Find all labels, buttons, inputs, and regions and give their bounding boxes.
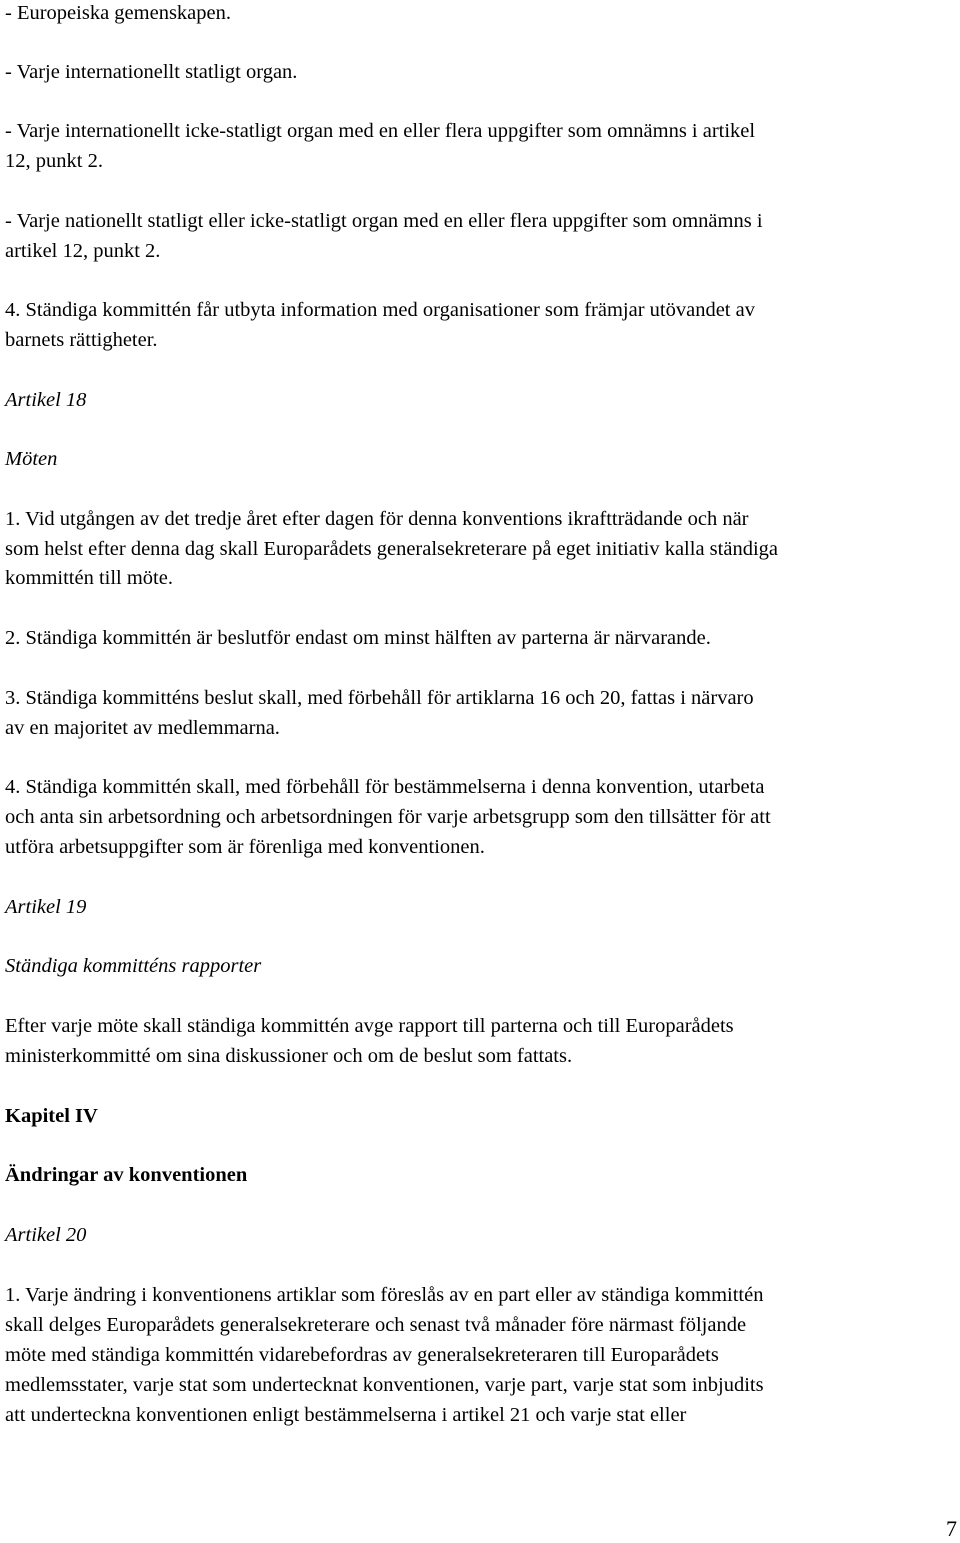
art18-paragraph-3: 3. Ständiga kommitténs beslut skall, med förbehåll för artiklarna 16 och 20, fattas i närvaro [5,687,754,709]
list-item-national-body-cont: artikel 12, punkt 2. [5,240,161,262]
art18-paragraph-4-end: utföra arbetsuppgifter som är förenliga med konventionen. [5,836,485,858]
article-18-heading: Artikel 18 [5,389,87,411]
article-18-title: Möten [5,448,58,470]
art18-paragraph-1: 1. Vid utgången av det tredje året efter dagen för denna konventions ikraftträdande och när [5,508,749,530]
art18-paragraph-1-cont: som helst efter denna dag skall Europarådets generalsekreterare på eget initiativ kalla ständiga [5,538,778,560]
art20-paragraph-1: 1. Varje ändring i konventionens artiklar som föreslås av en part eller av ständiga kommittén [5,1284,764,1306]
chapter-4-heading: Kapitel IV [5,1105,98,1127]
art20-paragraph-1-line-3: möte med ständiga kommittén vidarebefordras av generalsekreteraren till Europarådets [5,1344,719,1366]
paragraph-4-exchange-info: 4. Ständiga kommittén får utbyta information med organisationer som främjar utövandet av [5,299,755,321]
art18-paragraph-3-cont: av en majoritet av medlemmarna. [5,717,280,739]
list-item-international-state-body: - Varje internationellt statligt organ. [5,61,298,83]
list-item-international-non-state-body: - Varje internationellt icke-statligt organ med en eller flera uppgifter som omnämns i artikel [5,120,756,142]
list-item-national-body: - Varje nationellt statligt eller icke-statligt organ med en eller flera uppgifter som omnämns i [5,210,763,232]
page-number: 7 [946,1516,957,1541]
chapter-4-title: Ändringar av konventionen [5,1164,248,1186]
paragraph-4-exchange-info-cont: barnets rättigheter. [5,329,158,351]
art20-paragraph-1-line-2: skall delges Europarådets generalsekreterare och senast två månader före närmast följande [5,1314,747,1336]
art19-paragraph-cont: ministerkommitté om sina diskussioner och om de beslut som fattats. [5,1045,573,1067]
article-20-heading: Artikel 20 [5,1224,87,1246]
art18-paragraph-4: 4. Ständiga kommittén skall, med förbehåll för bestämmelserna i denna konvention, utarbeta [5,776,765,798]
list-item-international-non-state-body-cont: 12, punkt 2. [5,150,103,172]
art20-paragraph-1-line-4: medlemsstater, varje stat som undertecknat konventionen, varje part, varje stat som inbjudits [5,1374,764,1396]
article-19-heading: Artikel 19 [5,896,87,918]
art18-paragraph-2: 2. Ständiga kommittén är beslutför endast om minst hälften av parterna är närvarande. [5,627,711,649]
art19-paragraph: Efter varje möte skall ständiga kommittén avge rapport till parterna och till Europarådets [5,1015,734,1037]
article-19-title: Ständiga kommitténs rapporter [5,955,262,977]
art18-paragraph-1-end: kommittén till möte. [5,567,173,589]
list-item-european-community: - Europeiska gemenskapen. [5,2,231,24]
art20-paragraph-1-line-5: att underteckna konventionen enligt bestämmelserna i artikel 21 och varje stat eller [5,1404,687,1426]
art18-paragraph-4-cont: och anta sin arbetsordning och arbetsordningen för varje arbetsgrupp som den tillsätter för att [5,806,771,828]
